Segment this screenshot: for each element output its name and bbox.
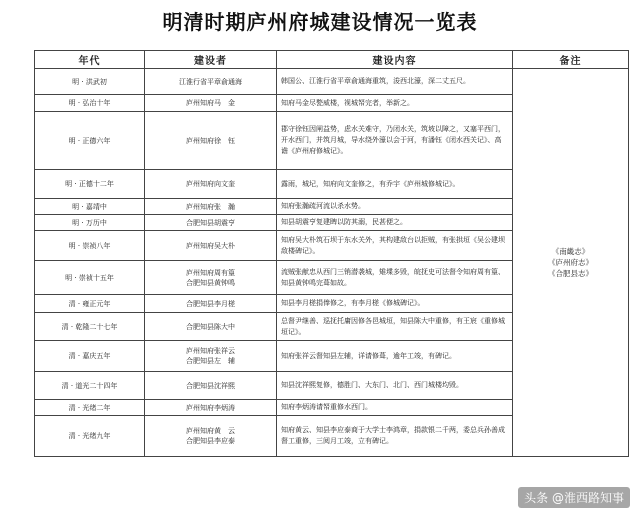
builder-name: 庐州知府马 金 [186, 99, 235, 107]
builder-name: 庐州知府吴大朴 [186, 241, 235, 250]
page-title: 明清时期庐州府城建设情况一览表 [162, 10, 478, 34]
era-cell: 明 · 崇祯十五年 [35, 261, 145, 295]
era-cell: 清 · 乾隆二十七年 [35, 313, 145, 341]
content-cell: 知县沈祥熙复修，德胜门、大东门、北门、西门城楼均毁。 [277, 372, 513, 400]
content-cell: 知府张祥云督知县左辅，详请修葺，逾年工竣，有碑记。 [277, 341, 513, 372]
builder-cell [145, 295, 277, 313]
construction-table [34, 50, 629, 457]
note-source: 《合肥县志》 [548, 269, 593, 278]
content-cell: 知县李月槎捐俸修之，有李月槎《修城碑记》。 [277, 295, 513, 313]
era-cell: 明 · 嘉靖中 [35, 199, 145, 215]
era-cell: 清 · 道光二十四年 [35, 372, 145, 400]
builder-name: 合肥知县沈祥熙 [186, 381, 235, 390]
header-builder: 建设者 [145, 51, 277, 69]
builder-cell [145, 416, 277, 457]
content-cell: 知府黄云、知县李应泰商于大学士李鸿章，捐款银二千两，委总兵孙善成督工重修，三阅月工竣，立有碑记。 [277, 416, 513, 457]
era-cell: 清 · 光绪二年 [35, 400, 145, 416]
note-source: 《庐州府志》 [548, 258, 593, 267]
content-cell: 知府李炳涛请帑重修水西门。 [277, 400, 513, 416]
builder-cell [145, 372, 277, 400]
table-row [35, 69, 629, 95]
builder-name: 庐州知府张 瀚 [186, 202, 235, 211]
era-cell: 明 · 正德六年 [35, 112, 145, 170]
content-cell: 知府马金尽甃威楼，视城帑完者，举新之。 [277, 95, 513, 112]
builder-cell [145, 261, 277, 295]
builder-cell [145, 341, 277, 372]
notes-cell [513, 69, 629, 457]
era-cell: 明 · 正德十二年 [35, 170, 145, 199]
builder-name: 合肥知县李应泰 [186, 437, 235, 445]
builder-name: 庐州知府徐 钰 [186, 136, 235, 145]
builder-name: 庐州知府李炳涛 [186, 403, 235, 412]
builder-name: 庐州知府周有篁 [186, 268, 235, 277]
builder-name: 合肥知县陈大中 [186, 322, 235, 331]
builder-cell [145, 69, 277, 95]
builder-cell [145, 231, 277, 261]
builder-cell [145, 313, 277, 341]
era-cell: 清 · 光绪九年 [35, 416, 145, 457]
era-cell: 明 · 万历中 [35, 215, 145, 231]
builder-name: 江淮行省平章俞通海 [179, 77, 242, 86]
note-source: 《南畿志》 [551, 247, 590, 256]
content-cell: 知府吴大朴筑石坝于东水关外，其构建敌台以拒贼，有张拱垣《吴公建坝敌楼碑记》。 [277, 231, 513, 261]
content-cell: 郡守徐钰因闸益势，虑水关难守，乃闭水关，筑坡以障之，又塞平西门，开水西门，并筑月城，导水绕外濠以会于河，有潘钰《闭水西关记》、高谵《庐州府修城记》。 [277, 112, 513, 170]
builder-name: 合肥知县左 辅 [186, 357, 235, 365]
era-cell: 清 · 雍正元年 [35, 295, 145, 313]
content-cell: 流贼张献忠从西门三销潜袭城，雉堞多毁，皖抚史可法督令知府周有篁、知县黄钟鸣完葺如故。 [277, 261, 513, 295]
builder-name: 合肥知县黄钟鸣 [186, 278, 235, 287]
builder-name: 庐州知府向文奎 [186, 180, 235, 188]
era-cell: 明 · 弘治十年 [35, 95, 145, 112]
builder-name: 合肥知县李月槎 [186, 299, 235, 308]
content-cell: 知县胡震亨复建睥以防其溺，民甚便之。 [277, 215, 513, 231]
builder-cell [145, 112, 277, 170]
content-cell: 知府张瀚疏河流以杀水势。 [277, 199, 513, 215]
builder-name: 庐州知府黄 云 [186, 427, 235, 435]
era-cell: 清 · 嘉庆五年 [35, 341, 145, 372]
builder-cell [145, 170, 277, 199]
builder-name: 合肥知县胡震亨 [186, 218, 235, 227]
builder-cell [145, 199, 277, 215]
era-cell: 明 · 崇祯八年 [35, 231, 145, 261]
header-notes: 备注 [513, 51, 629, 69]
builder-name: 庐州知府张祥云 [186, 347, 235, 355]
content-cell: 韩国公、江淮行省平章俞通海重筑，浚西北濠，深二丈五尺。 [277, 69, 513, 95]
content-cell: 总督尹继善、巡抚托庸因修各邑城垣，知县陈大中重修，有王宸《重修城垣记》。 [277, 313, 513, 341]
header-content: 建设内容 [277, 51, 513, 69]
table-body [35, 69, 629, 457]
header-row [35, 51, 629, 69]
header-era: 年代 [35, 51, 145, 69]
content-cell: 露雨，城圮，知府向文奎修之，有乔宇《庐州城修城记》。 [277, 170, 513, 199]
builder-cell [145, 215, 277, 231]
watermark: 头条 @淮西路知事 [518, 487, 630, 508]
builder-cell [145, 400, 277, 416]
builder-cell [145, 95, 277, 112]
era-cell: 明 · 洪武初 [35, 69, 145, 95]
